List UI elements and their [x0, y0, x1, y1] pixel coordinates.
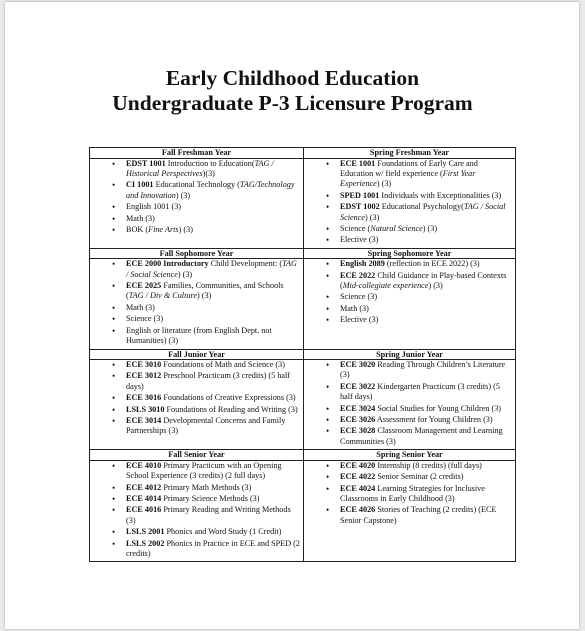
- term-header-row: [90, 148, 516, 159]
- course-list: [306, 159, 513, 246]
- course-item: [126, 416, 301, 437]
- course-text: English 1001 (3): [126, 202, 182, 212]
- course-text: Science (3): [340, 292, 378, 302]
- course-item: [126, 483, 301, 493]
- course-code: ECE 4014: [126, 493, 162, 503]
- course-item: [126, 360, 301, 370]
- course-item: [126, 461, 301, 482]
- course-code: LSLS 2001: [126, 527, 165, 537]
- course-text: Primary Reading and Writing Methods (3): [126, 505, 291, 525]
- course-text: ) (3): [175, 190, 191, 200]
- course-text: Developmental Concerns and Family Partnerships (3): [126, 416, 286, 436]
- term-courses-cell: [90, 460, 304, 562]
- course-item: [126, 527, 301, 537]
- course-text: BOK (: [126, 224, 149, 234]
- course-code: ECE 3026: [340, 415, 376, 425]
- course-text: Math (3): [340, 303, 369, 313]
- course-item: [340, 505, 513, 526]
- course-designation: TAG / Social Science: [126, 259, 297, 279]
- course-code: ECE 2000 Introductory: [126, 259, 209, 269]
- course-code: ECE 4016: [126, 505, 162, 515]
- course-item: [340, 461, 513, 471]
- term-header: Fall Sophomore Year: [90, 248, 304, 259]
- course-designation: Mid-collegiate experience: [342, 281, 429, 291]
- course-item: [340, 159, 513, 190]
- term-courses-cell: [90, 360, 304, 450]
- document-title: [0, 66, 585, 116]
- course-text: Kindergarten Practicum (3 credits) (5 half days): [340, 381, 500, 402]
- course-code: ECE 3020: [340, 360, 376, 369]
- course-item: [126, 326, 301, 347]
- course-text: Foundations of Early Care and Education w/ field experience (: [340, 158, 478, 178]
- course-code: EDST 1002: [340, 202, 380, 212]
- course-item: [126, 259, 301, 280]
- term-courses-cell: [90, 259, 304, 349]
- course-list: [92, 360, 301, 437]
- course-item: [126, 393, 301, 403]
- course-text: Classroom Management and Learning Communities (3): [340, 426, 503, 446]
- course-item: [340, 304, 513, 314]
- term-header: Fall Junior Year: [90, 349, 304, 360]
- course-text: Internship (8 credits) (full days): [375, 460, 482, 470]
- course-code: LSLS 2002: [126, 538, 165, 548]
- course-text: Child Development: (: [208, 259, 283, 269]
- course-code: ECE 3012: [126, 371, 162, 381]
- course-designation: TAG / Div & Culture: [128, 291, 197, 301]
- course-list: [92, 259, 301, 346]
- term-courses-cell: [304, 460, 516, 562]
- course-text: (reflection in ECE 2022) (3): [384, 259, 480, 269]
- course-text: Primary Math Methods (3): [161, 482, 252, 492]
- program-table: [89, 147, 516, 562]
- course-code: ECE 1001: [340, 158, 376, 168]
- course-code: ECE 4012: [126, 482, 162, 492]
- course-text: ) (3): [178, 224, 193, 234]
- course-code: EDST 1001: [126, 158, 166, 168]
- course-item: [340, 202, 513, 223]
- course-item: [126, 494, 301, 504]
- term-courses-row: [90, 460, 516, 562]
- course-text: Preschool Practicum (3 credits) (5 half days): [126, 371, 290, 391]
- course-text: Introduction to Education(: [165, 158, 255, 168]
- course-code: ECE 4024: [340, 483, 376, 493]
- course-text: Elective (3): [340, 235, 379, 245]
- course-text: Elective (3): [340, 315, 379, 325]
- course-code: ECE 4022: [340, 472, 376, 482]
- course-code: ECE 3016: [126, 393, 162, 403]
- course-text: English or literature (from English Dept. not Humanities) (3): [126, 325, 272, 346]
- course-text: Phonics and Word Study (1 Credit): [164, 527, 282, 537]
- term-header: Spring Freshman Year: [304, 148, 516, 159]
- course-item: [340, 472, 513, 482]
- course-text: Science (: [340, 223, 371, 233]
- course-list: [306, 461, 513, 526]
- course-code: ECE 3010: [126, 360, 162, 369]
- term-courses-cell: [304, 158, 516, 248]
- course-code: ECE 4010: [126, 460, 162, 470]
- course-item: [340, 404, 513, 414]
- course-item: [126, 405, 301, 415]
- course-item: [126, 180, 301, 201]
- course-code: ECE 3028: [340, 426, 376, 436]
- course-item: [340, 191, 513, 201]
- course-item: [340, 382, 513, 403]
- course-item: [340, 484, 513, 505]
- course-code: SPED 1001: [340, 190, 380, 200]
- course-item: [340, 415, 513, 425]
- term-courses-row: [90, 158, 516, 248]
- course-item: [126, 505, 301, 526]
- term-header-row: [90, 349, 516, 360]
- course-text: Educational Technology (: [153, 180, 240, 190]
- course-item: [126, 539, 301, 560]
- course-text: )(3): [202, 168, 215, 178]
- course-text: Primary Science Methods (3): [161, 493, 260, 503]
- course-designation: TAG / Historical Perspectives: [126, 158, 274, 178]
- course-text: Foundations of Math and Science (3): [161, 360, 285, 369]
- course-designation: TAG / Social Science: [340, 202, 506, 222]
- term-header-row: [90, 450, 516, 461]
- term-header: Spring Senior Year: [304, 450, 516, 461]
- course-item: [126, 202, 301, 212]
- course-item: [340, 360, 513, 381]
- course-text: Assessment for Young Children (3): [375, 415, 493, 425]
- course-text: Math (3): [126, 213, 155, 223]
- course-item: [126, 159, 301, 180]
- course-text: Science (3): [126, 314, 164, 324]
- course-designation: TAG/Technology and Innovation: [126, 180, 295, 200]
- course-text: ) (3): [196, 291, 212, 301]
- course-code: ECE 3014: [126, 416, 162, 426]
- course-text: ) (3): [177, 269, 193, 279]
- course-code: ECE 4020: [340, 460, 376, 470]
- course-text: Educational Psychology(: [379, 202, 464, 212]
- course-item: [126, 281, 301, 302]
- course-item: [340, 224, 513, 234]
- course-code: ECE 3022: [340, 381, 376, 391]
- course-item: [340, 426, 513, 447]
- course-text: Stories of Teaching (2 credits) (ECE Senior Capstone): [340, 505, 497, 525]
- course-text: Senior Seminar (2 credits): [375, 472, 464, 482]
- course-text: Phonics in Practice in ECE and SPED (2 credits): [126, 538, 300, 558]
- course-text: Learning Strategies for Inclusive Classrooms in Early Childhood (3): [340, 483, 485, 503]
- course-item: [126, 314, 301, 324]
- title-line-2: Undergraduate P-3 Licensure Program: [112, 91, 473, 115]
- term-header: Spring Junior Year: [304, 349, 516, 360]
- term-header-row: [90, 248, 516, 259]
- course-code: ECE 2022: [340, 270, 376, 280]
- course-text: Social Studies for Young Children (3): [375, 403, 502, 413]
- course-code: English 2089: [340, 259, 385, 269]
- course-designation: First Year Experience: [340, 168, 476, 189]
- course-item: [340, 271, 513, 292]
- course-text: Reading Through Children’s Literature (3): [340, 360, 506, 380]
- term-courses-cell: [90, 158, 304, 248]
- title-line-1: Early Childhood Education: [165, 66, 420, 90]
- course-text: Foundations of Creative Expressions (3): [161, 393, 296, 403]
- term-courses-cell: [304, 360, 516, 450]
- course-designation: Natural Science: [370, 223, 423, 233]
- course-text: ) (3): [428, 281, 443, 291]
- course-text: Math (3): [126, 302, 155, 312]
- course-item: [126, 225, 301, 235]
- course-list: [306, 360, 513, 447]
- course-item: [126, 303, 301, 313]
- course-designation: Fine Arts: [148, 224, 179, 234]
- course-text: Families, Communities, and Schools (: [126, 281, 284, 301]
- course-text: Individuals with Exceptionalities (3): [379, 190, 502, 200]
- course-item: [340, 315, 513, 325]
- course-item: [126, 371, 301, 392]
- course-code: ECE 2025: [126, 281, 162, 291]
- course-item: [340, 259, 513, 269]
- course-text: ) (3): [376, 179, 392, 189]
- course-text: Child Guidance in Play-based Contexts (: [340, 270, 507, 291]
- term-header: Fall Senior Year: [90, 450, 304, 461]
- course-text: ) (3): [422, 223, 438, 233]
- course-item: [340, 235, 513, 245]
- course-code: LSLS 3010: [126, 404, 165, 414]
- course-text: Primary Practicum with an Opening School Experience (3 credits) (2 full days): [126, 460, 282, 481]
- course-item: [126, 214, 301, 224]
- term-courses-cell: [304, 259, 516, 349]
- course-list: [92, 461, 301, 560]
- course-text: Foundations of Reading and Writing (3): [164, 404, 298, 414]
- course-code: CI 1001: [126, 180, 154, 190]
- term-header: Fall Freshman Year: [90, 148, 304, 159]
- term-courses-row: [90, 259, 516, 349]
- course-item: [340, 292, 513, 302]
- term-courses-row: [90, 360, 516, 450]
- term-header: Spring Sophomore Year: [304, 248, 516, 259]
- course-code: ECE 3024: [340, 403, 376, 413]
- course-code: ECE 4026: [340, 505, 376, 515]
- course-text: ) (3): [365, 212, 380, 222]
- course-list: [92, 159, 301, 236]
- course-list: [306, 259, 513, 325]
